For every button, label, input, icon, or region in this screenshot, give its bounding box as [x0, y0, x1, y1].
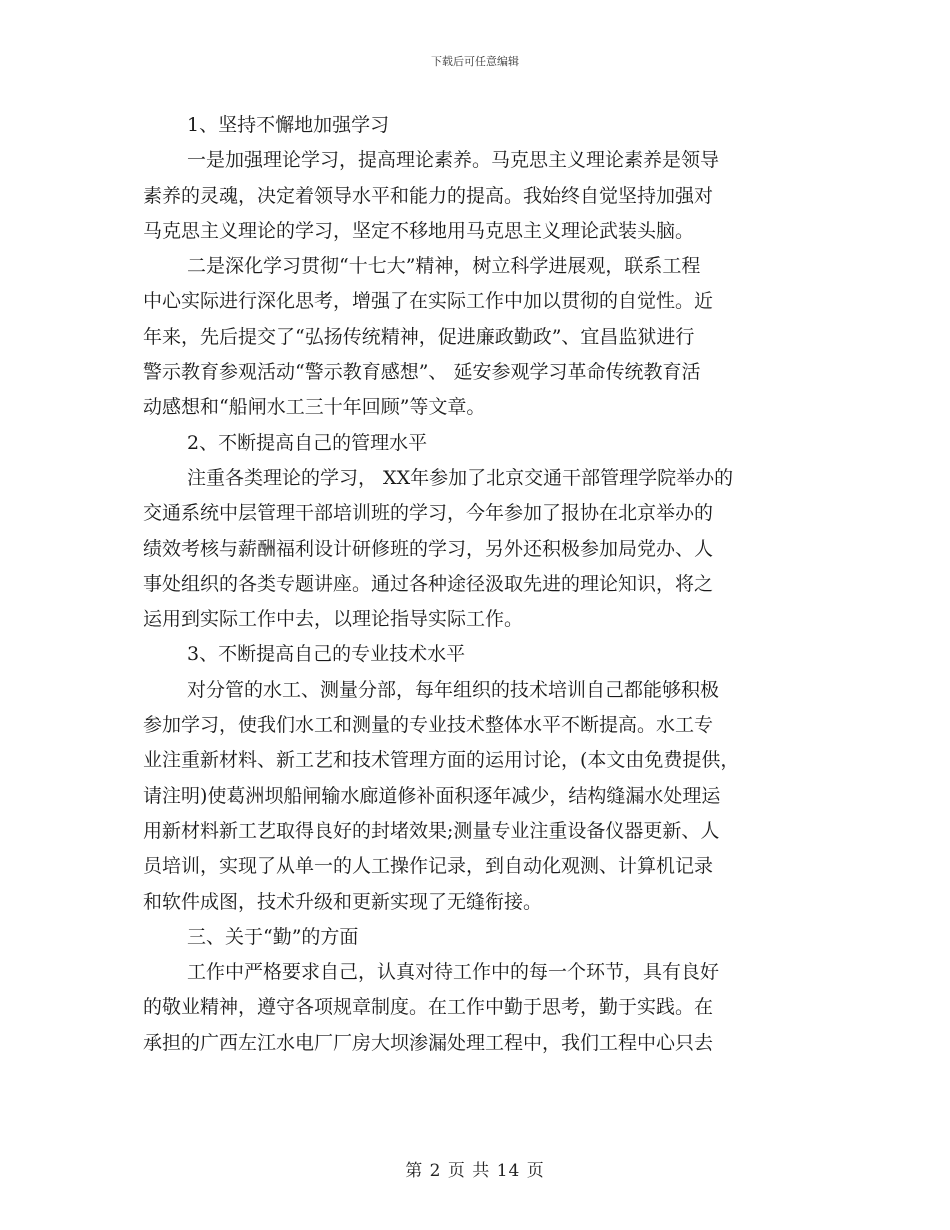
- text-line: 3、不断提高自己的专业技术水平: [187, 643, 466, 666]
- text-line: 参加学习，使我们水工和测量的专业技术整体水平不断提高。水工专: [143, 714, 714, 737]
- text-line: 和软件成图，技术升级和更新实现了无缝衔接。: [143, 890, 543, 913]
- text-line: 请注明)使葛洲坝船闸输水廊道修补面积逐年减少，结构缝漏水处理运: [143, 784, 721, 807]
- page-number: 第 2 页 共 14 页: [405, 1161, 545, 1181]
- text-line: 1、坚持不懈地加强学习: [187, 114, 390, 136]
- text-line: 动感想和“船闸水工三十年回顾”等文章。: [143, 396, 486, 419]
- text-line: 对分管的水工、测量分部，每年组织的技术培训自己都能够积极: [187, 678, 720, 701]
- text-line: 中心实际进行深化思考，增强了在实际工作中加以贯彻的自觉性。近: [143, 290, 714, 313]
- text-line: 一是加强理论学习，提高理论素养。马克思主义理论素养是领导: [187, 149, 720, 172]
- text-line: 素养的灵魂，决定着领导水平和能力的提高。我始终自觉坚持加强对: [143, 184, 714, 207]
- document-body: [143, 108, 807, 1061]
- text-line: 运用到实际工作中去，以理论指导实际工作。: [143, 608, 524, 631]
- text-line: 事处组织的各类专题讲座。通过各种途径汲取先进的理论知识，将之: [143, 572, 714, 595]
- text-line: 三、关于“勤”的方面: [187, 925, 359, 948]
- text-line: 警示教育参观活动“警示教育感想”、 延安参观学习革命传统教育活: [143, 361, 701, 384]
- text-line: 注重各类理论的学习， XX年参加了北京交通干部管理学院举办的: [187, 466, 734, 489]
- text-line: 二是深化学习贯彻“十七大”精神，树立科学进展观，联系工程: [187, 255, 701, 278]
- text-line: 业注重新材料、新工艺和技术管理方面的运用讨论，(本文由免费提供，: [143, 749, 740, 772]
- page-header-note: 下载后可任意编辑: [431, 55, 519, 68]
- text-line: 工作中严格要求自己，认真对待工作中的每一个环节，具有良好: [187, 961, 720, 984]
- text-line: 的敬业精神，遵守各项规章制度。在工作中勤于思考，勤于实践。在: [143, 996, 714, 1019]
- text-line: 年来，先后提交了“弘扬传统精神，促进廉政勤政”、宜昌监狱进行: [143, 325, 695, 348]
- text-line: 绩效考核与薪酬福利设计研修班的学习，另外还积极参加局党办、人: [143, 537, 714, 560]
- text-line: 2、不断提高自己的管理水平: [187, 431, 428, 454]
- text-line: 承担的广西左江水电厂厂房大坝渗漏处理工程中，我们工程中心只去: [143, 1031, 714, 1054]
- text-line: 员培训，实现了从单一的人工操作记录，到自动化观测、计算机记录: [143, 855, 714, 878]
- text-line: 用新材料新工艺取得良好的封堵效果;测量专业注重设备仪器更新、人: [143, 819, 720, 842]
- text-line: 交通系统中层管理干部培训班的学习，今年参加了报协在北京举办的: [143, 502, 714, 525]
- text-line: 马克思主义理论的学习，坚定不移地用马克思主义理论武装头脑。: [143, 219, 695, 242]
